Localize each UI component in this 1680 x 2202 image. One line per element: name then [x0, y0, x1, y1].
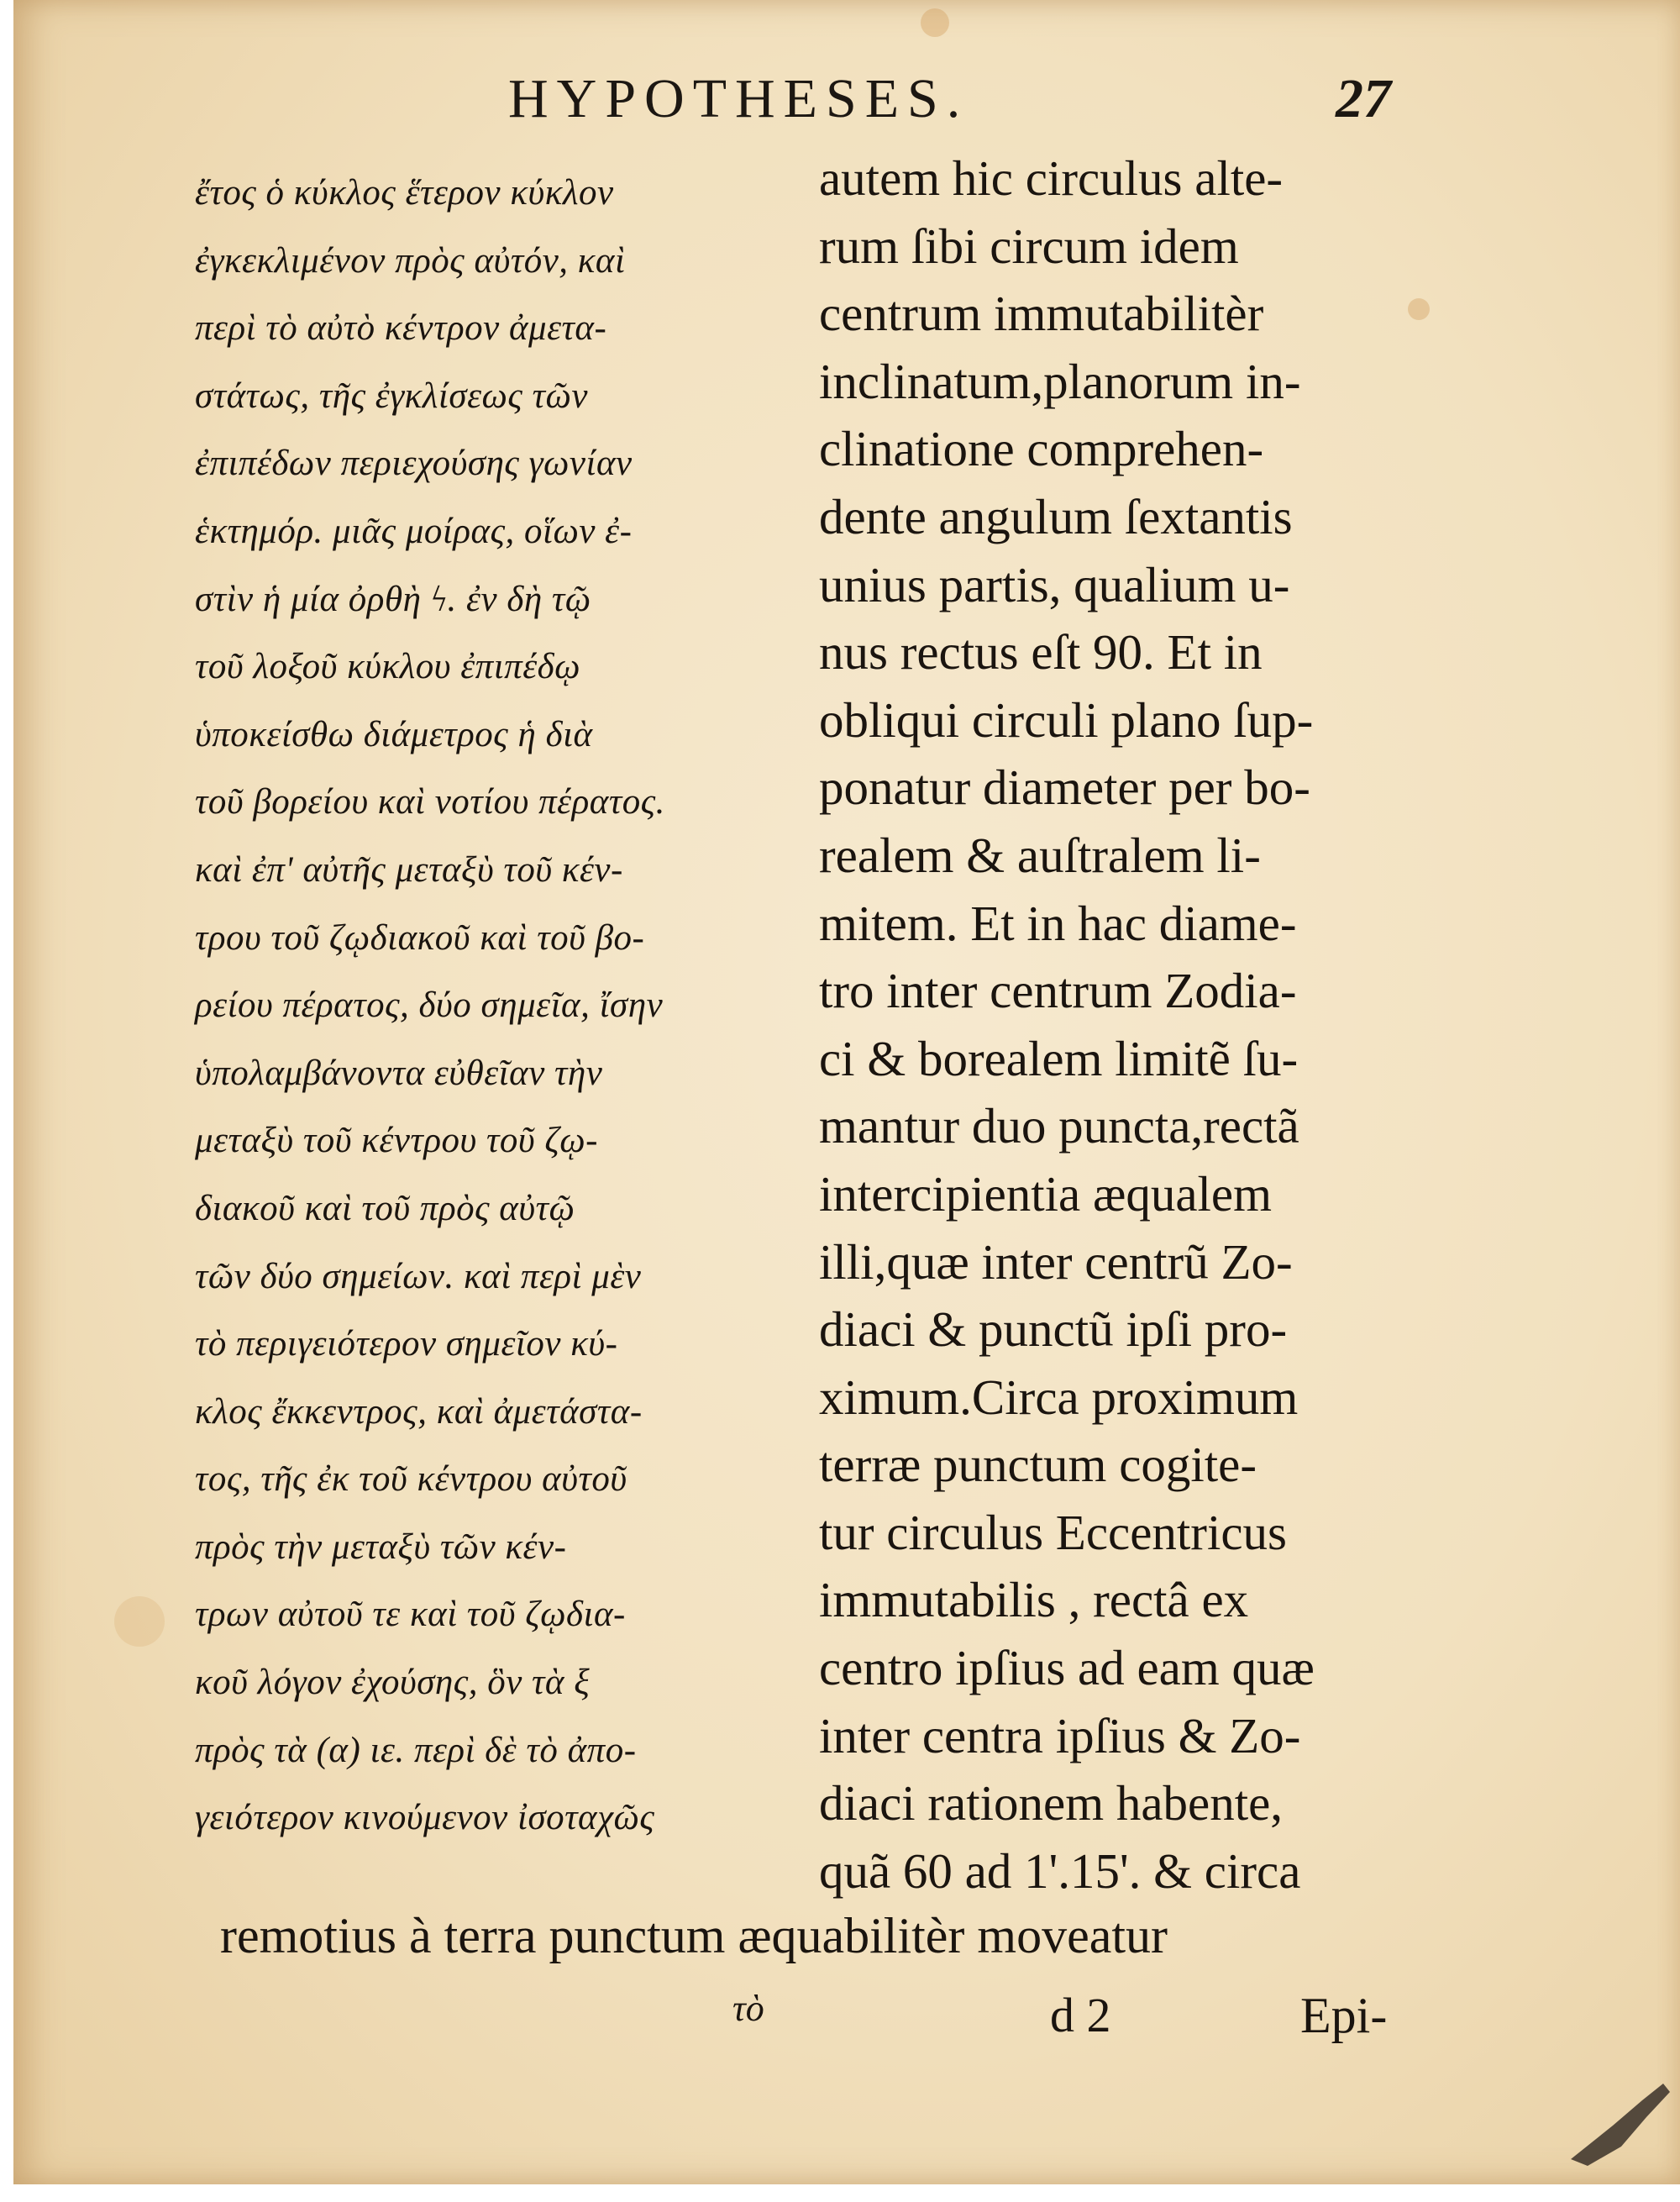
- greek-line: καὶ ἐπ' αὐτῆς μεταξὺ τοῦ κέν-: [195, 849, 623, 890]
- latin-line: inclinatum,planorum in-: [819, 353, 1301, 409]
- latin-line: dente angulum ſextantis: [819, 488, 1293, 544]
- latin-line: diaci & punctũ ipſi pro-: [819, 1301, 1288, 1358]
- greek-line: περὶ τὸ αὐτὸ κέντρον ἀμετα-: [195, 308, 607, 349]
- full-width-line: remotius à terra punctum æquabilitèr moveatur: [220, 1908, 1168, 1963]
- latin-line: centrum immutabilitèr: [819, 286, 1264, 342]
- greek-line: πρὸς τὰ (α) ιε. περὶ δὲ τὸ ἀπο-: [195, 1730, 637, 1770]
- greek-line: τοῦ λοξοῦ κύκλου ἐπιπέδῳ: [195, 647, 580, 687]
- page-number: 27: [1336, 68, 1391, 129]
- signature-mark: d 2: [1050, 1988, 1111, 2042]
- greek-line: ἐγκεκλιμένον πρὸς αὐτόν, καὶ: [195, 240, 626, 281]
- greek-text-column: [195, 160, 766, 1853]
- latin-line: illi,quæ inter centrũ Zo-: [819, 1233, 1293, 1290]
- greek-line: μεταξὺ τοῦ κέντρου τοῦ ζῳ-: [195, 1121, 598, 1161]
- greek-catchword: τὸ: [732, 1988, 764, 2029]
- latin-line: quã 60 ad 1'.15'. & circa: [819, 1842, 1301, 1899]
- latin-line: tro inter centrum Zodia-: [819, 963, 1297, 1019]
- greek-line: στάτως, τῆς ἐγκλίσεως τῶν: [195, 376, 588, 416]
- greek-line: τρων αὐτοῦ τε καὶ τοῦ ζῳδια-: [195, 1595, 626, 1635]
- latin-line: clinatione comprehen-: [819, 421, 1264, 477]
- latin-line: autem hic circulus alte-: [819, 150, 1284, 206]
- latin-line: centro ipſius ad eam quæ: [819, 1640, 1315, 1696]
- greek-line: διακοῦ καὶ τοῦ πρὸς αὐτῷ: [195, 1188, 575, 1228]
- running-head: HYPOTHESES.: [508, 68, 969, 129]
- greek-line: τῶν δύο σημείων. καὶ περὶ μὲν: [195, 1256, 642, 1296]
- greek-line: τος, τῆς ἐκ τοῦ κέντρου αὐτοῦ: [195, 1459, 627, 1500]
- foxing-stain: [1408, 298, 1430, 320]
- greek-line: τὸ περιγειότερον σημεῖον κύ-: [195, 1324, 618, 1364]
- page-header: [0, 67, 1680, 143]
- page-corner-damage-icon: [1562, 2067, 1672, 2168]
- latin-line: inter centra ipſius & Zo-: [819, 1707, 1301, 1763]
- foxing-stain: [921, 8, 949, 37]
- greek-line: στὶν ἡ μία ὀρθὴ ϟ. ἐν δὴ τῷ: [195, 579, 591, 619]
- latin-line: realem & auſtralem li-: [819, 827, 1261, 883]
- page-footer: [0, 1987, 1680, 2054]
- greek-line: ἔτος ὁ κύκλος ἕτερον κύκλον: [195, 173, 614, 213]
- greek-line: ἑκτημόρ. μιᾶς μοίρας, οἵων ἐ-: [195, 511, 633, 551]
- greek-line: κοῦ λόγον ἐχούσης, ὃν τὰ ξ: [195, 1663, 591, 1703]
- greek-line: ρείου πέρατος, δύο σημεῖα, ἴσην: [195, 985, 664, 1026]
- latin-line: rum ſibi circum idem: [819, 218, 1239, 274]
- latin-line: tur circulus Eccentricus: [819, 1504, 1287, 1560]
- greek-line: ὑποκείσθω διάμετρος ἡ διὰ: [195, 714, 593, 754]
- latin-text-column: [819, 145, 1407, 1905]
- latin-line: ponatur diameter per bo-: [819, 759, 1310, 816]
- latin-line: mitem. Et in hac diame-: [819, 895, 1297, 951]
- greek-line: τοῦ βορείου καὶ νοτίου πέρατος.: [195, 782, 665, 822]
- latin-line: ximum.Circa proximum: [819, 1369, 1299, 1425]
- greek-line: γειότερον κινούμενον ἰσοταχῶς: [195, 1798, 655, 1838]
- greek-line: τρου τοῦ ζῳδιακοῦ καὶ τοῦ βο-: [195, 917, 645, 958]
- latin-line: immutabilis , rectâ ex: [819, 1572, 1249, 1628]
- latin-line: nus rectus eſt 90. Et in: [819, 624, 1263, 681]
- greek-line: ὑπολαμβάνοντα εὐθεῖαν τὴν: [195, 1053, 603, 1093]
- latin-line: mantur duo puncta,rectã: [819, 1098, 1299, 1154]
- latin-line: ci & borealem limitẽ ſu-: [819, 1030, 1299, 1086]
- latin-catchword: Epi-: [1300, 1988, 1388, 2043]
- greek-line: πρὸς τὴν μεταξὺ τῶν κέν-: [195, 1527, 567, 1567]
- latin-line: diaci rationem habente,: [819, 1775, 1284, 1831]
- greek-line: ἐπιπέδων περιεχούσης γωνίαν: [195, 444, 633, 484]
- latin-line: intercipientia æqualem: [819, 1165, 1273, 1222]
- latin-line: terræ punctum cogite-: [819, 1437, 1257, 1493]
- latin-line: unius partis, qualium u-: [819, 556, 1290, 612]
- greek-line: κλος ἔκκεντρος, καὶ ἀμετάστα-: [195, 1391, 643, 1432]
- latin-line: obliqui circuli plano ſup-: [819, 691, 1314, 748]
- foxing-stain: [114, 1596, 165, 1647]
